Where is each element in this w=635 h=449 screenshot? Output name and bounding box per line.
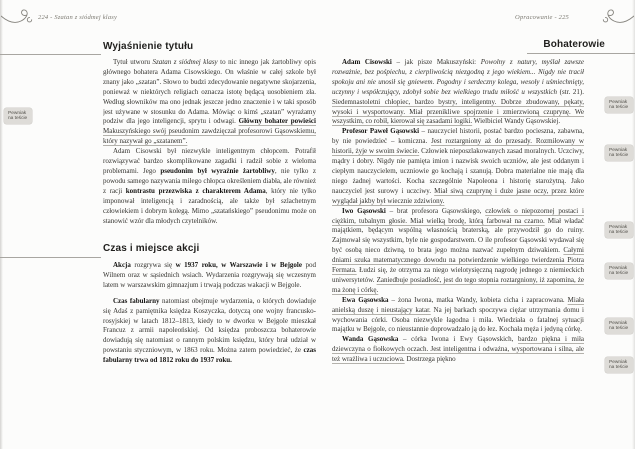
margin-badge-pewniak: [4, 108, 32, 124]
margin-badge-pewniak: [605, 145, 633, 161]
text-segment: Miała anielską duszę i nieustający katar.: [332, 295, 584, 314]
badge-line: na teście: [609, 153, 629, 159]
text-segment: Całymi dniami szuka matematycznego dowodu na potwierdzenie wielkiego twierdzenia Piotra Fermata.: [332, 246, 584, 275]
text-segment: – córka Iwona i Ewy Gąsowskich,: [398, 335, 519, 344]
paragraph: [103, 147, 316, 226]
text-segment: , nie tylko z powodu samego nazywania miłego chłopca określeniem diabła, ale również z racji: [103, 166, 316, 195]
text-segment: (str. 21).: [557, 87, 584, 96]
section-heading-rule: [527, 53, 635, 54]
text-segment: natomiast obejmuje wydarzenia, o których dowiaduje się Adaś z pamiętnika księdza Koszyczka, dotyczą one wojny francusko-rosyjskiej w latach 1812–1813, kiedy to w dworku w Bejgole mieszkał Francuz z armii napoleońskiej. Od księdza proboszcza bohaterowie dowiadują się natomiast o rannym polskim księdzu, który brał udział w powstaniu styczniowym, w 1863 roku. Można zatem powiedzieć, że: [103, 296, 316, 355]
text-segment: Dostrzega piękno: [404, 355, 456, 364]
text-segment: Profesor Paweł Gąsowski: [342, 127, 420, 136]
text-segment: – jak pisze Makuszyński:: [391, 58, 481, 66]
text-segment: Główny bohater powieści: [238, 117, 316, 126]
text-segment: Łudzi się, że otrzyma za niego wielotysięczną nagrodę jednego z niemieckich uniwersytetów.: [332, 266, 584, 284]
text-segment: rozgrywa się: [130, 261, 176, 269]
badge-line: na teście: [8, 116, 28, 122]
paragraph: [332, 207, 584, 296]
left-scan-edge: [0, 0, 3, 449]
badge-line: na teście: [609, 230, 629, 236]
text-segment: Na jej barkach spoczywa ciężar utrzymania domu i wychowania córki. Osoba niezwykle łagodna i miła. Wiedziała o fatalnej sytuacji majątku w Bejgole, co nieustannie doprowadzało ją do łez. Kochała męża i jedyną córkę.: [332, 305, 584, 334]
text-segment: Miał władać majątkiem, będącym wspólną własnością braterską, ale przywodził go do ruiny. Zajmował się wszystkim, byle nie gospodarstwem. O ile profesor Gąsowski wydawał się być osobą nieco dziwną, to brata jego można nazwać zupełnym dziwakiem.: [332, 216, 584, 255]
badge-line: Pewniak: [609, 147, 628, 153]
text-segment: Człowiek nieposzlakowanych zasad moralnych. Uczciwy, mądry i dobry. Nigdy nie pamięta imion i nazwisk swoich uczniów, ale jest oddanym i ciepłym nauczycielem, uczniowie go kochają i szanują. Dobra materialne nie mają dla niego żadnej wartości. Kocha szczególnie Napoleona i historię starożytną. Jako nauczyciel jest surowy i uczciwy.: [332, 147, 584, 195]
corner-flourish-icon: [596, 7, 634, 29]
left-section-2-body: [103, 261, 316, 383]
section-heading-rule: [0, 257, 101, 258]
text-segment: Miał siwą czuprynę i duże jasne oczy, przez które wyglądał jakby był wiecznie zdziwiony.: [332, 186, 584, 205]
text-segment: Jest roztargniony aż do przesady. Rozmiłowany w historii, żyje w swoim świecie.: [332, 137, 584, 156]
corner-flourish-icon: [1, 7, 39, 29]
text-segment: bardzo piękna i miła dziewczyna o fiołkowych oczach. Jest inteligentna i odważna, wysportowana i silna, ale też wrażliwa i uczuciowa.: [332, 335, 584, 364]
text-segment: Wielbiciel Wandy Gąsowskiej.: [472, 117, 561, 126]
paragraph: [332, 58, 584, 127]
text-segment: to nic innego jak żartobliwy opis głównego bohatera Adama Cisowskiego. On właśnie w całej szkole był znany jako „szatan”. Słowo to budzi zdecydowanie negatywne skojarzenia, ponieważ w niektórych religiach oznacza istotę będącą uosobieniem zła. Według słowników ma ono jednak jeszcze jedno znaczenie i w taki sposób jest używane w stosunku do Adama. Mówiąc o kimś „szatan” wyrażamy podziw dla jego inteligencji, sprytu i odwagi.: [103, 58, 316, 126]
paragraph: [332, 296, 584, 336]
text-segment: Wanda Gąsowska: [342, 335, 399, 344]
text-segment: pod Wilnem oraz w sąsiednich wsiach. Wydarzenia rozgrywają się wczesnym latem w warszawskim gimnazjum i trwają podczas wakacji w Bejgole.: [103, 261, 316, 289]
section-heading-rule: [0, 54, 101, 55]
text-segment: Ewa Gąsowska: [342, 295, 389, 304]
right-section-body: [332, 58, 584, 442]
text-segment: – nauczyciel historii, postać bardzo pocieszna, zabawna, by nie powiedzieć – komiczna.: [332, 127, 584, 146]
text-segment: Powolny z natury, myślał zawsze rozważnie, bez pośpiechu, z cierpliwością niezgodną z jego wiekiem... Nigdy nie tracił spokoju ani nie unosił się gniewem. Pogodny i serdeczny kolega, wesoły i uśmiechnięty, uczynny i współczujący, zdobył sobie bez wielkiego trudu miłość u wszystkich: [332, 58, 584, 96]
text-segment: , który nie tylko imponował inteligencją i zaradnością, ale także był szlachetnym człowiekiem i dobrym kolegą. Mimo „szatańskiego” pseudonimu może on stanowić wzór dla młodych czytelników.: [103, 186, 316, 225]
right-page-running-header: Opracowanie - 225: [515, 14, 569, 21]
margin-badge-pewniak: [605, 318, 633, 334]
text-segment: w 1937 roku, w Warszawie i w Bejgole: [175, 261, 302, 269]
text-segment: Makuszyńskiego swój pseudonim zawdzięczał profesorowi Gąsowskiemu, który nazywał go „szatanem”.: [103, 127, 316, 146]
badge-line: na teście: [609, 105, 629, 111]
badge-line: Pewniak: [609, 359, 628, 365]
text-segment: Siedemnastoletni chłopiec, bardzo bystry, inteligentny. Dobrze zbudowany, pękaty, wysoki i wysportowany. Miał przenikliwe spojrzenie i zmierzwioną czuprynę. We wszystkim, co robił, kierował się zasadami logiki.: [332, 97, 584, 126]
badge-line: Pewniak: [609, 320, 628, 326]
text-segment: Tytuł utworu: [113, 58, 153, 66]
badge-line: Pewniak: [609, 224, 628, 230]
paragraph: [332, 127, 584, 206]
badge-line: Pewniak: [8, 110, 27, 116]
badge-line: Pewniak: [609, 99, 628, 105]
badge-line: na teście: [609, 271, 629, 277]
text-segment: kontrastu przezwiska z charakterem Adama: [125, 186, 266, 195]
paragraph: [103, 261, 316, 291]
badge-line: Pewniak: [609, 265, 628, 271]
paragraph: [103, 297, 316, 366]
text-segment: – brat profesora Gąsowskiego,: [385, 206, 486, 215]
text-segment: Adam Cisowski był niezwykle inteligentnym chłopcem. Potrafił rozwiązywać bardzo skomplikowane zagadki i radził sobie z wieloma problemami. Jego: [103, 147, 316, 175]
section-heading-bohaterowie: Bohaterowie: [543, 39, 605, 50]
section-heading-wyjasnienie-tytulu: Wyjaśnienie tytułu: [103, 41, 194, 52]
text-segment: Czas fabularny: [113, 296, 160, 305]
left-page-running-header: 224 - Szatan z siódmej klasy: [38, 14, 118, 21]
margin-badge-pewniak: [605, 97, 633, 113]
text-segment: – żona Iwona, matka Wandy, kobieta cicha i zapracowana.: [388, 295, 568, 304]
paragraph: [103, 58, 316, 147]
text-segment: Akcja: [113, 261, 131, 269]
left-section-1-body: [103, 58, 316, 244]
margin-badge-pewniak: [605, 222, 633, 238]
text-segment: pseudonim był wyraźnie żartobliwy: [160, 166, 275, 175]
badge-line: na teście: [609, 365, 629, 371]
text-segment: Iwo Gąsowski: [342, 206, 386, 215]
text-segment: Adam Cisowski: [342, 58, 392, 66]
text-segment: Zaniedbuje posiadłość, jest do tego stopnia roztargniony, iż zapomina, że ma żonę i córkę.: [332, 275, 584, 294]
margin-badge-pewniak: [605, 357, 633, 373]
paragraph: [332, 335, 584, 365]
badge-line: na teście: [609, 326, 629, 332]
text-segment: człowiek o niepozornej postaci i ciężkim, tubalnym głosie. Miał wielką brodę, którą farbował na czarno.: [332, 206, 584, 225]
section-heading-czas-i-miejsce-akcji: Czas i miejsce akcji: [103, 243, 200, 254]
margin-badge-pewniak: [605, 263, 633, 279]
text-segment: Szatan z siódmej klasy: [152, 58, 218, 66]
text-segment: czas fabularny trwa od 1812 roku do 1937 roku.: [103, 346, 316, 365]
